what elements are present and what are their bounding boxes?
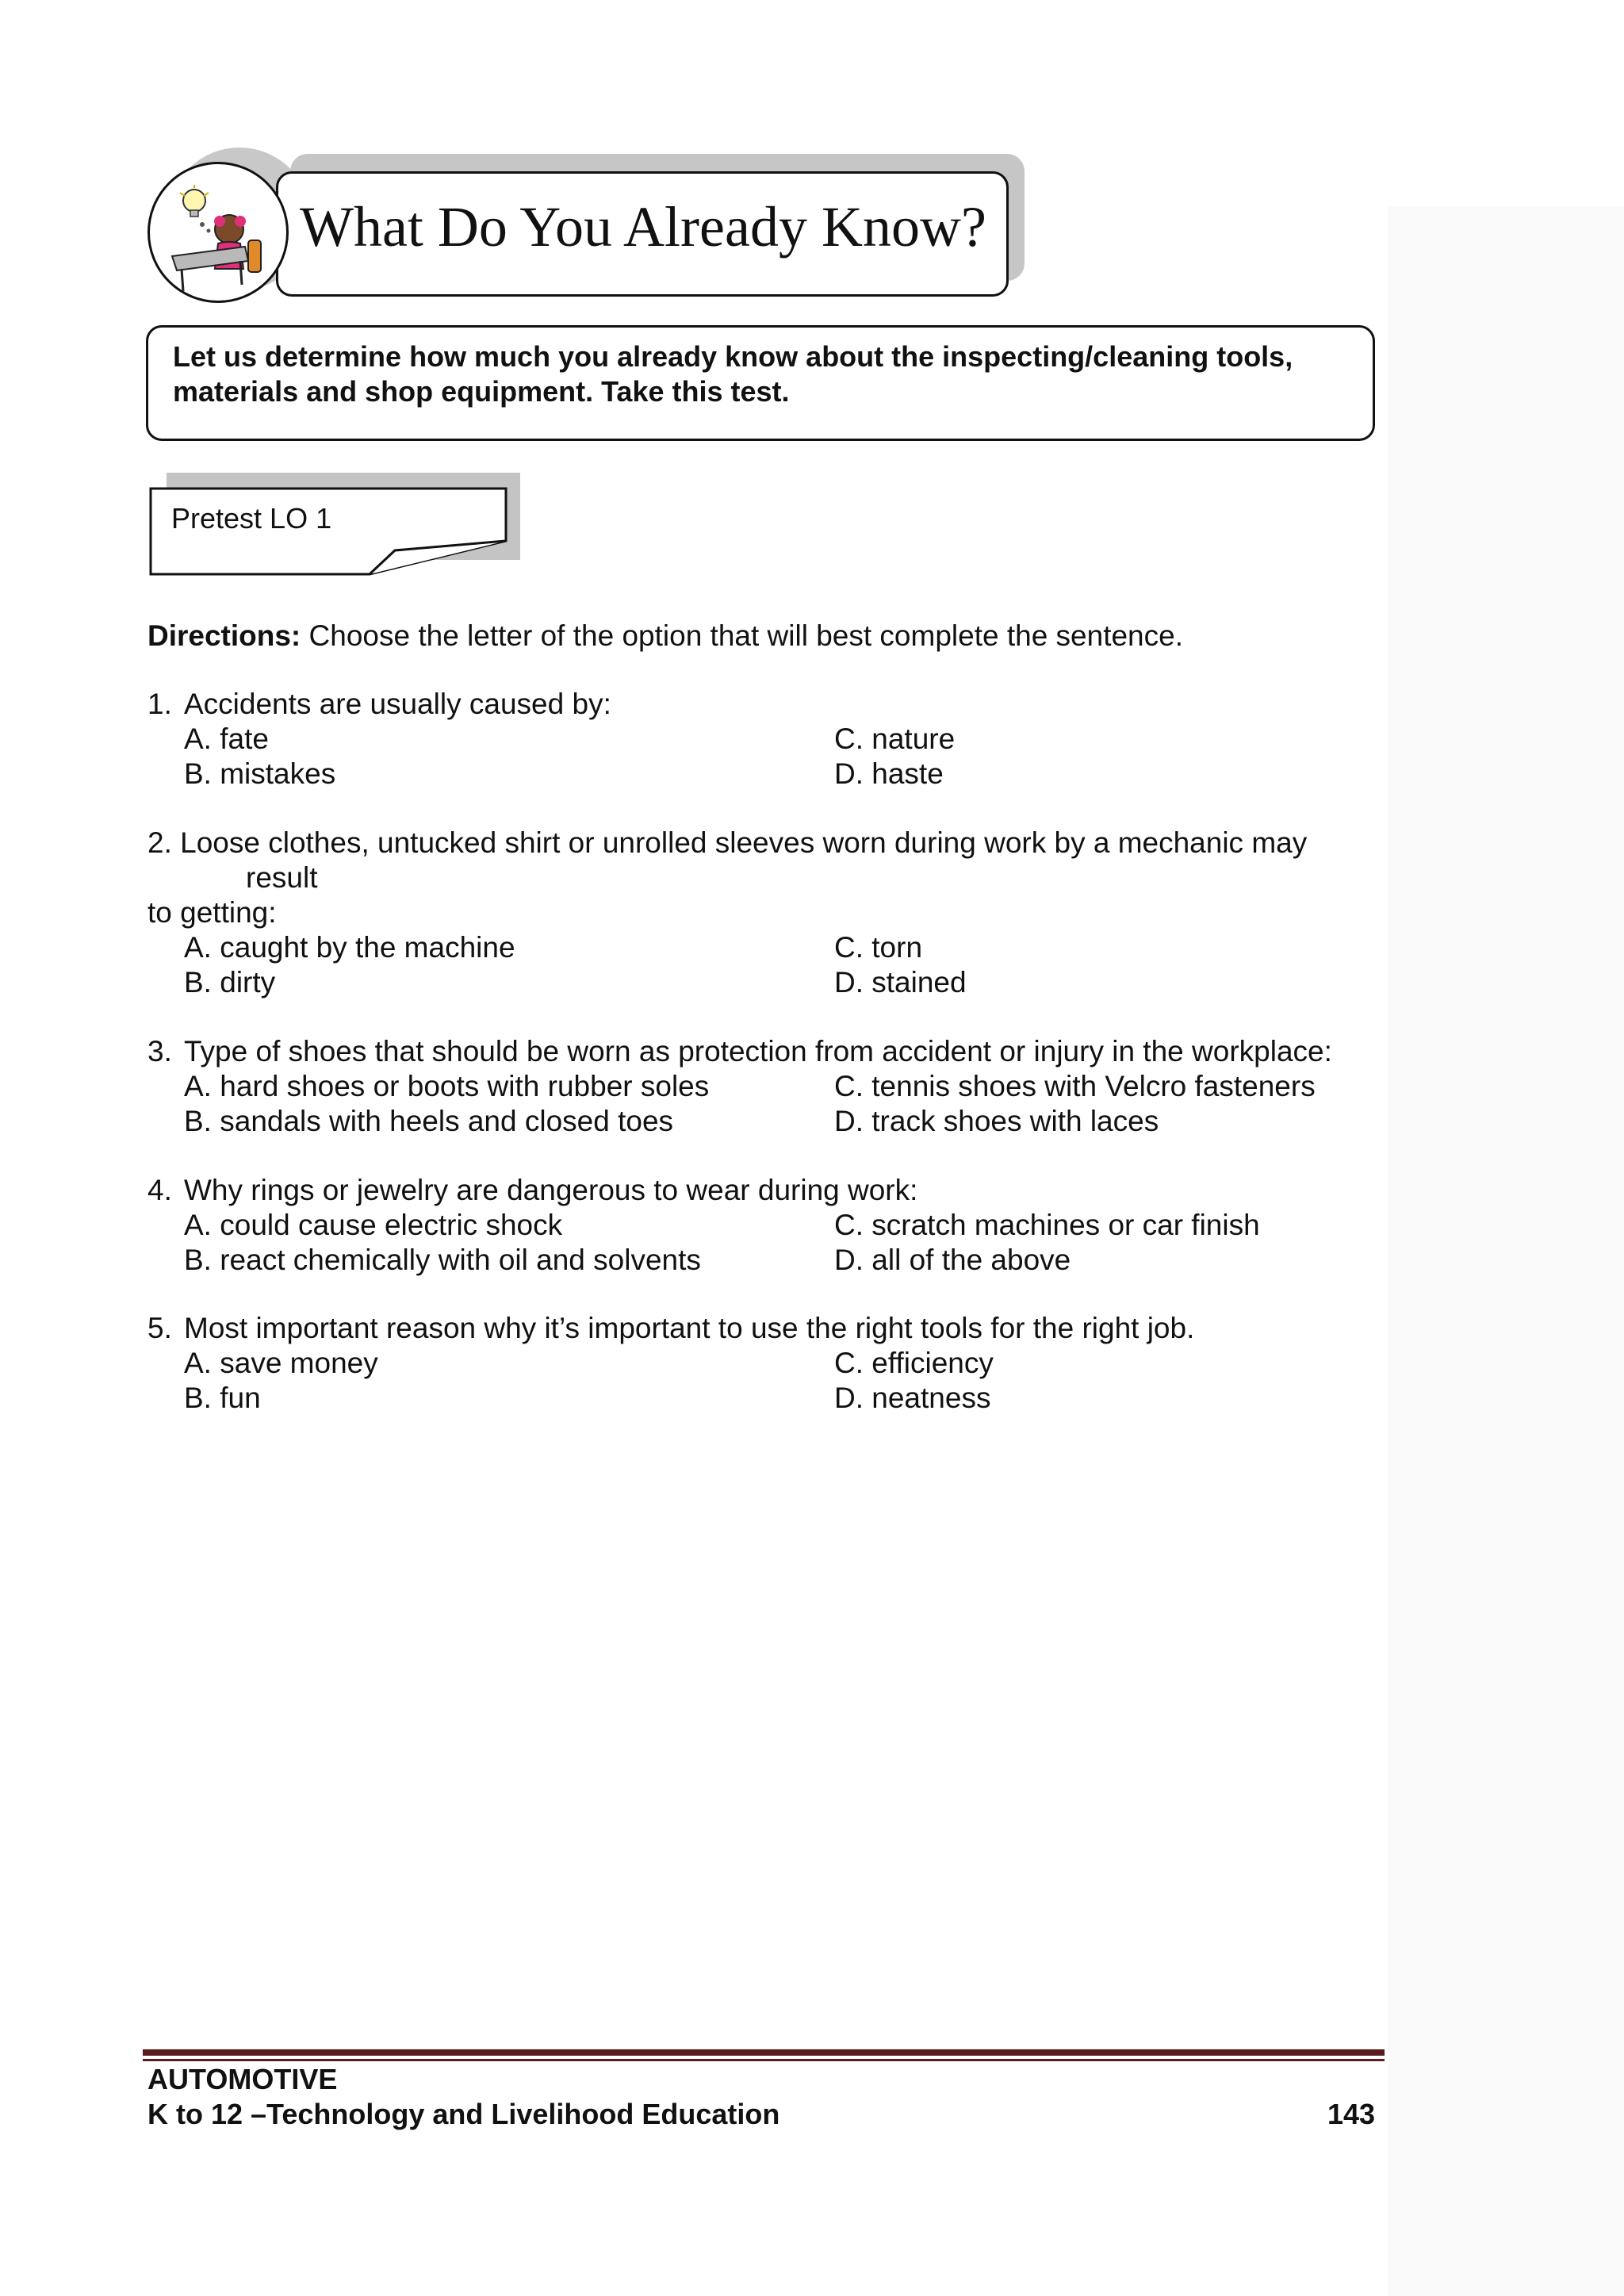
option-b: B. fun xyxy=(184,1382,261,1414)
page-number: 143 xyxy=(1327,2098,1376,2130)
question-stem-line-2: result xyxy=(246,861,318,894)
option-c: C. efficiency xyxy=(834,1347,994,1379)
question-number: 1. xyxy=(147,688,172,720)
option-b: B. mistakes xyxy=(184,757,336,790)
pretest-tab-label: Pretest LO 1 xyxy=(171,502,332,535)
option-d: D. neatness xyxy=(834,1382,991,1414)
footer-rule-thin xyxy=(143,2059,1385,2061)
question-stem: Type of shoes that should be worn as protection from accident or injury in the workplace: xyxy=(184,1035,1332,1068)
option-a: A. hard shoes or boots with rubber soles xyxy=(184,1070,710,1102)
option-d: D. all of the above xyxy=(834,1244,1071,1276)
question-number: 4. xyxy=(147,1174,172,1206)
page-margin-shade xyxy=(1388,206,1624,2296)
page-title: What Do You Already Know? xyxy=(300,195,986,259)
directions xyxy=(147,619,1183,653)
question-stem-line-1: 2. Loose clothes, untucked shirt or unrolled sleeves worn during work by a mechanic may xyxy=(147,826,1308,859)
option-a: A. caught by the machine xyxy=(184,931,515,964)
option-c: C. nature xyxy=(834,723,956,755)
option-a: A. fate xyxy=(184,723,269,755)
directions-text: Choose the letter of the option that will best complete the sentence. xyxy=(301,619,1183,652)
option-c: C. torn xyxy=(834,931,923,964)
option-a: A. could cause electric shock xyxy=(184,1209,563,1241)
question-stem: Most important reason why it’s important to use the right tools for the right job. xyxy=(184,1312,1195,1344)
option-c: C. scratch machines or car finish xyxy=(834,1209,1260,1241)
option-d: D. track shoes with laces xyxy=(834,1105,1159,1137)
question-stem: Accidents are usually caused by: xyxy=(184,688,611,720)
question-number: 3. xyxy=(147,1035,172,1068)
footer-subject: AUTOMOTIVE xyxy=(147,2063,338,2095)
option-a: A. save money xyxy=(184,1347,378,1379)
option-d: D. haste xyxy=(834,757,944,790)
footer-course: K to 12 –Technology and Livelihood Education xyxy=(147,2098,780,2130)
option-b: B. react chemically with oil and solvents xyxy=(184,1244,701,1276)
option-b: B. sandals with heels and closed toes xyxy=(184,1105,674,1137)
option-c: C. tennis shoes with Velcro fasteners xyxy=(834,1070,1316,1102)
question-number: 5. xyxy=(147,1312,172,1344)
intro-text: Let us determine how much you already know about the inspecting/cleaning tools, materials and shop equipment. Take this test. xyxy=(173,340,1293,408)
question-stem: Why rings or jewelry are dangerous to wear during work: xyxy=(184,1174,918,1206)
option-b: B. dirty xyxy=(184,966,276,999)
student-at-desk-icon xyxy=(147,162,289,303)
directions-label: Directions: xyxy=(147,619,301,652)
question-stem-line-3: to getting: xyxy=(147,896,277,929)
option-d: D. stained xyxy=(834,966,967,999)
footer-rule-thick xyxy=(143,2049,1385,2056)
